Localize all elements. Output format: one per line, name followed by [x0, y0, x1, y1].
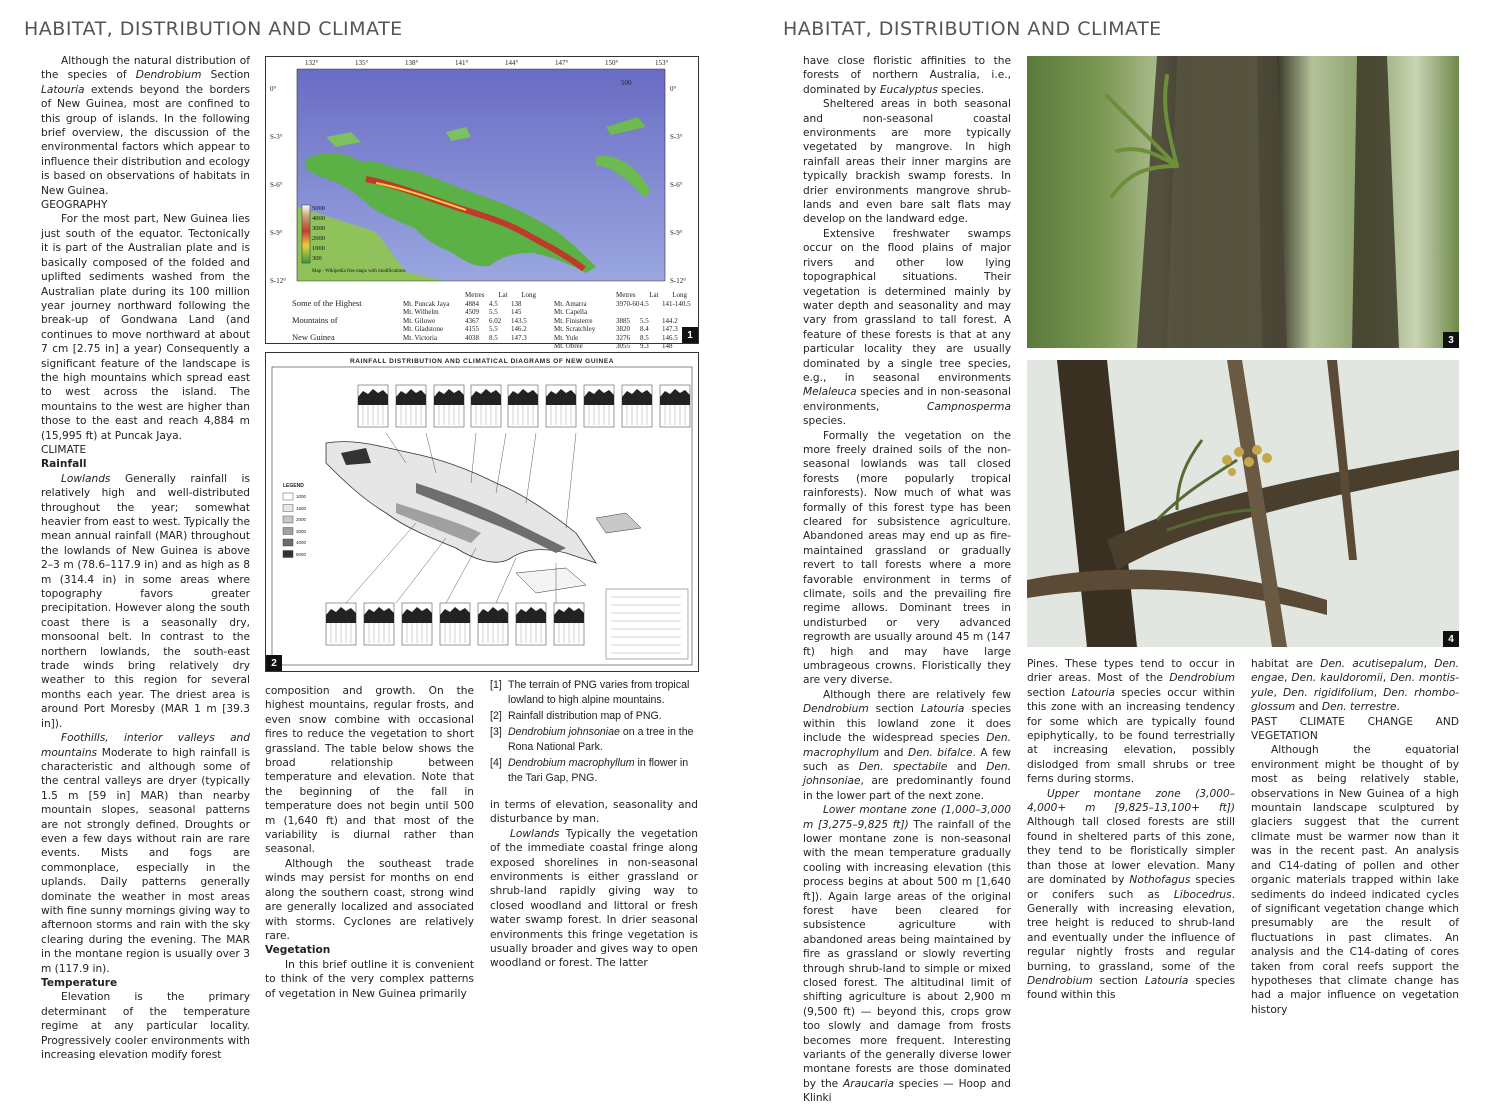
rainfall-legend-value: 4000 [296, 540, 307, 545]
peak-cell: Mt. Gladstone [403, 325, 444, 333]
peak-cell: 5.5 [489, 325, 498, 333]
geography-paragraph: For the most part, New Guinea lies just south of the equator. Tectonically it is part of the Australian plate and is basically composed of the folded and uplifted sediments washed from the Australian plate during its 100 million year journey northward following the break-up of Gondwana Land (and continues to move northward at about 7 cm [2.75 in] a year) Consequently a significant feature of the landscape is the high mountains which spread east to west across the island. The mountains to the west are higher than those to the east and reach 4,884 m (15,995 ft) at Puncak Jaya. [41, 213, 250, 442]
climate-heading: CLIMATE [41, 443, 87, 456]
woodland-paragraph-cont: have close floristic affinities to the forests of northern Australia, i.e., dominated by Eucalyptus species. [803, 55, 1011, 96]
latitude-label: 0° [270, 85, 277, 93]
elevation-legend-value: 5000 [312, 205, 325, 212]
lowlands-rainfall-paragraph: Lowlands Generally rainfall is relatively high and well-distributed throughout the year; somewhat heavier from east to west. Typically the mean annual rainfall (MAR) throughout the lowlands of New Guinea is above 2–3 m (78.6–117.9 in) and as high as 8 m (314.4 in) in some areas where topography favors greater precipitation. However along the south coast there is a seasonally dry, monsoonal belt. In contrast to the northern lowlands, the south-east trade winds bring relatively dry weather to this region for several months each year. The driest area is around Port Moresby (MAR 1 m [39.3 in]). [41, 472, 250, 730]
photo-dendrobium-johnsoniae [1027, 56, 1459, 348]
peak-cell: 8.4 [640, 325, 649, 333]
temperature-paragraph-cont: composition and growth. On the highest mountains, regular frosts, and even snow combine with occasional fires to reduce the vegetation to short grassland. The table below shows the broad relationship between temperature and elevation. Note that the beginning of the fall in temperature does not begin until 500 m (1,640 ft) and that most of the variability is diurnal rather than seasonal. [265, 685, 474, 856]
peak-cell: Mt. Capella [554, 308, 588, 316]
figure-2-number: 2 [266, 655, 282, 671]
vegetation-paragraph: In this brief outline it is convenient to think of the very complex patterns of vegetation in New Guinea primarily [265, 958, 474, 1000]
peak-row [403, 334, 541, 343]
rainfall-legend-values [296, 491, 336, 560]
climate-diagrams-top [358, 385, 690, 427]
rainfall-legend [283, 493, 293, 558]
peak-cell: Mt. Obree [554, 342, 583, 350]
longitude-labels [297, 59, 669, 69]
peak-row [403, 308, 541, 317]
elevation-legend-value: 3000 [312, 225, 325, 232]
peak-row [554, 342, 692, 351]
peak-cell: Mt. Yule [554, 333, 579, 342]
rainfall-legend-swatch [283, 505, 293, 512]
peak-cell: 4509 [465, 308, 479, 316]
peak-cell: 4367 [465, 316, 479, 325]
caption-2: [2] Rainfall distribution map of PNG. [490, 710, 662, 722]
elevation-legend-value: 300 [312, 255, 322, 262]
elevation-legend-value: 2000 [312, 235, 325, 242]
geography-heading: GEOGRAPHY [41, 199, 108, 212]
map-credit: Map - Wikipedia free maps with modifications [312, 269, 406, 274]
peak-cell: Mt. Wilhelm [403, 308, 439, 316]
figure-1-terrain-map [265, 56, 699, 350]
peak-cell [640, 308, 662, 317]
rainfall-legend-swatch [283, 551, 293, 558]
longitude-label: 138° [405, 59, 419, 67]
figure-2-rainfall-map [265, 352, 699, 672]
vegetation-heading: Vegetation [265, 944, 331, 957]
peak-cell: 143.5 [511, 316, 527, 325]
peak-cell: 5.5 [489, 308, 498, 316]
longitude-label: 132° [305, 59, 319, 67]
peaks-table-left [403, 291, 541, 342]
latitude-label: S-3° [670, 133, 683, 141]
rainfall-legend-swatch [283, 493, 293, 500]
peak-cell [662, 308, 692, 317]
elevation-legend-values [312, 204, 342, 264]
rainfall-legend-value: 1000 [296, 494, 307, 499]
peak-row [554, 334, 692, 343]
left-column-3 [490, 798, 698, 971]
peak-cell: 147.3 [511, 333, 527, 342]
rainfall-legend-title: LEGEND [283, 483, 304, 489]
peak-cell: 4884 [465, 299, 479, 308]
peak-cell: 9.3 [640, 342, 649, 350]
peaks-table-header: Metres Lat Long [465, 291, 537, 299]
figure-3-number: 3 [1443, 332, 1459, 348]
past-climate-heading: PAST CLIMATE CHANGE AND VEGETATION [1251, 715, 1459, 743]
peak-cell: 5.5 [640, 316, 649, 325]
peak-cell [616, 308, 640, 317]
temperature-paragraph: Elevation is the primary determinant of the temperature regime at any particular locality. Progressively cooler environments with increasing elevation modify forest [41, 991, 250, 1062]
photo-dendrobium-macrophyllum [1027, 360, 1459, 647]
figure-captions [490, 678, 698, 787]
foothills-paragraph: Foothills, interior valleys and mountains Moderate to high rainfall is characteristic and although some of the central valleys are dryer (typically 1.5 m [59 in] MAR) than nearby mountain slopes, seasonal patterns are not strongly defined. Droughts or even a few days without rain are rare events. Mists and fogs are commonplace, especially in the uplands. Daily patterns generally dominate the weather in most areas with fine sunny mornings giving way to afternoon storms and rain with the sky clearing during the evening. The MAR in the montane region is usually over 3 m (117.9 in). [41, 732, 250, 975]
longitude-label: 141° [455, 59, 469, 67]
caption-1: [1] The terrain of PNG varies from tropical lowland to high alpine mountains. [490, 679, 690, 706]
peak-row [554, 325, 692, 334]
left-column-2 [265, 684, 474, 1001]
rainfall-legend-swatch [283, 539, 293, 546]
right-column-1 [803, 54, 1011, 1106]
intro-paragraph: Although the natural distribution of the species of Dendrobium Section Latouria extends beyond the borders of New Guinea, most are confined to this group of islands. In the following brief overview, the discussion of the environmental factors which appear to influence their distribution and ecology is based on observations of habitats in New Guinea. [41, 55, 251, 197]
caption-3: [3] Dendrobium johnsoniae on a tree in the Rona National Park. [490, 726, 694, 753]
figure-4-number: 4 [1443, 631, 1459, 647]
upper-montane-paragraph: Upper montane zone (3,000–4,000+ m [9,825–13,100+ ft]) Although tall closed forests are still found in sheltered parts of this zone, they tend to be floristically simpler than those at lower elevation. Many are dominated by Nothofagus species or conifers such as Libocedrus. Generally with increasing elevation, tree height is reduced to shrub-land and eventually under the influence of regular nightly frosts and regular burning, to grassland, some of the Dendrobium section Latouria species found within this [1027, 787, 1235, 1002]
peaks-table-right [554, 291, 692, 351]
latitude-labels-right [666, 69, 697, 285]
latitude-labels [266, 69, 297, 285]
habitat-species-paragraph: habitat are Den. acutisepalum, Den. engae, Den. kauldoromii, Den. montis-yule, Den. rigidifolium, Den. rhomboglossum and Den. terrestre. [1251, 658, 1460, 714]
peak-cell: Mt. Amarra [554, 299, 587, 308]
latitude-label: 0° [670, 85, 677, 93]
left-page-header: HABITAT, DISTRIBUTION AND CLIMATE [24, 18, 403, 40]
latitude-label: S-6° [270, 181, 283, 189]
latitude-label: S-3° [270, 133, 283, 141]
peak-row [554, 317, 692, 326]
longitude-label: 150° [605, 59, 619, 67]
peak-cell: 4.5 [489, 299, 498, 308]
peak-cell: 4155 [465, 325, 479, 333]
left-column-1 [41, 54, 250, 1062]
peak-cell: 4038 [465, 333, 479, 342]
peak-cell: 3970-60 [616, 299, 640, 308]
rainfall-legend-value: 3000 [296, 528, 307, 534]
longitude-label: 135° [355, 59, 369, 67]
peak-cell: 3885 [616, 316, 630, 325]
peak-cell: 6.02 [489, 316, 502, 325]
climate-diagrams-bottom [326, 603, 584, 645]
trade-winds-paragraph: Although the southeast trade winds may persist for months on end along the southern coast, strong wind are generally localized and associated with storms. Cyclones are relatively rare. [265, 857, 474, 942]
figure-1-number: 1 [682, 327, 698, 343]
peak-cell: 144.2 [662, 316, 678, 325]
peak-cell: 3055 [616, 342, 630, 350]
peak-cell: 4.5 [640, 299, 649, 308]
map-scale: 500 [621, 79, 632, 87]
swamp-paragraph: Extensive freshwater swamps occur on the flood plains of major rivers and other low lying topographical situations. Their vegetation is determined mainly by water depth and seasonality and may vary from grassland to tall forest. A feature of these forests is that at any particular locality they are usually dominated by a single tree species, e.g., in seasonal environments Melaleuca species and in non-seasonal environments, Campnosperma species. [803, 227, 1011, 428]
peak-cell: 146.5 [662, 333, 678, 342]
peak-row [403, 300, 541, 309]
rainfall-legend-swatch [283, 528, 293, 535]
longitude-label: 147° [555, 59, 569, 67]
caption-4: [4] Dendrobium macrophyllum in flower in the Tari Gap, PNG. [490, 757, 689, 784]
peak-cell: Mt. Puncak Jaya [403, 299, 450, 308]
vegetation-paragraph-cont: in terms of elevation, seasonality and disturbance by man. [490, 799, 698, 826]
peak-row [554, 300, 692, 309]
peaks-table-title: Some of the Highest Mountains of New Guinea [292, 298, 362, 342]
mangrove-paragraph: Sheltered areas in both seasonal and non-seasonal coastal environments are more typically vegetated by mangrove. In high rainfall areas their inner margins are typically brackish swamp forests. In drier environments mangrove shrub-lands and even bare salt flats may develop on the landward edge. [803, 98, 1011, 226]
peak-cell: 3276 [616, 333, 630, 342]
latitude-label: S-9° [270, 229, 283, 237]
peak-cell: 141-140.5 [662, 299, 691, 308]
peak-row [403, 317, 541, 326]
latitude-label: S-12° [670, 277, 687, 285]
right-page-header: HABITAT, DISTRIBUTION AND CLIMATE [783, 18, 1162, 40]
past-climate-paragraph: Although the equatorial environment might be thought of by most as being relatively stable, observations in New Guinea of a high mountain landscape sculptured by glaciers suggest that the current climate must be warmer now than it was in the recent past. An analysis and C14-dating of pollen and other organic materials trapped within lake sediments do indeed indicated cycles of significant vegetation change which presumably are the result of fluctuations in past climates. An analysis and the C14-dating of cores taken from coral reefs support the hypotheses that climate change has had a major influence on vegetation history [1251, 744, 1459, 1016]
peak-row [403, 325, 541, 334]
peak-cell: Mt. Giluwe [403, 316, 436, 325]
peak-row [554, 308, 692, 317]
rainfall-legend-swatch [283, 516, 293, 523]
peaks-table-header: Metres Lat Long [616, 291, 688, 299]
peak-cell: Mt. Finisterre [554, 316, 593, 325]
latouria-lowland-paragraph: Although there are relatively few Dendrobium section Latouria species within this lowland zone it does include the widespread species Den. macrophyllum and Den. bifalce. A few such as Den. spectabile and Den. johnsoniae, are predominantly found in the lower part of the next zone. [803, 688, 1011, 802]
peak-cell: 148 [662, 342, 673, 350]
peak-cell: 146.2 [511, 325, 527, 333]
pines-paragraph-cont: Pines. These types tend to occur in drier areas. Most of the Dendrobium section Latouria species occur within this zone with an increasing tendency for some which are typically found epiphytically, to be found terrestrially at increasing elevation, possibly dislodged from small shrubs or tree ferns during storms. [1027, 658, 1235, 786]
rainfall-heading: Rainfall [41, 458, 87, 471]
elevation-legend-bar [302, 205, 310, 263]
peak-cell: 3820 [616, 325, 630, 333]
latitude-label: S-12° [270, 277, 287, 285]
peak-cell: 138 [511, 299, 522, 308]
rainforest-paragraph: Formally the vegetation on the more freely drained soils of the non-seasonal lowlands was tall closed forests (more popularly tropical rainforests). Now much of what was formally of this forest type has been cleared for subsistence agriculture. Abandoned areas may end up as fire-maintained grassland or gradually revert to tall forests where a more favorable environment in terms of climate, soils and the prevailing fire regime allows. Dominant trees in undisturbed or very advanced regrowth are usually around 45 m (147 ft) high and may have large umbrageous crowns. Floristically they are very diverse. [803, 429, 1011, 687]
peak-cell: 147.3 [662, 325, 678, 333]
elevation-legend-value: 4000 [312, 215, 325, 222]
peak-cell: 8.5 [640, 333, 649, 342]
elevation-legend-value: 1000 [312, 245, 325, 252]
lower-montane-paragraph: Lower montane zone (1,000–3,000 m [3,275–9,825 ft]) The rainfall of the lower montane zone is non-seasonal with the mean temperature gradually cooling with increasing elevation (this process begins at about 500 m [1,640 ft]). Again large areas of the original forest have been cleared for subsistence agriculture with abandoned areas being maintained by fire as grassland or slowly reverting through shrub-land to simple or mixed closed forest. The altitudinal limit of shifting agriculture is about 2,900 m (9,500 ft) — beyond this, crops grow too slowly and damage from frosts becomes more frequent. Interesting variants of the generally diverse lower montane forests are those dominated by the Araucaria species — Hoop and Klinki [803, 804, 1011, 1105]
peak-cell: 8.5 [489, 333, 498, 342]
temperature-heading: Temperature [41, 977, 118, 989]
rainfall-legend-value: 1500 [296, 505, 307, 511]
peak-cell: Mt. Scratchley [554, 325, 596, 333]
peak-cell: Mt. Victoria [403, 333, 438, 342]
right-column-3 [1251, 657, 1459, 1017]
longitude-label: 153° [655, 59, 669, 67]
rainfall-legend-value: 2000 [296, 517, 307, 522]
rainfall-legend-value: 5000 [296, 551, 307, 557]
peak-cell: 145 [511, 308, 522, 316]
longitude-label: 144° [505, 59, 519, 67]
latitude-label: S-6° [670, 181, 683, 189]
rainfall-map-title: RAINFALL DISTRIBUTION AND CLIMATICAL DIAGRAMS OF NEW GUINEA [349, 358, 615, 365]
lowlands-vegetation-paragraph: Lowlands Typically the vegetation of the immediate coastal fringe along exposed shorelines in non-seasonal environments is either grassland or shrub-land rapidly giving way to closed woodland and littoral or fresh water swamp forest. In drier seasonal environments this fringe vegetation is usually broader and gives way to open woodland or forest. The latter [490, 827, 698, 970]
latitude-label: S-9° [670, 229, 683, 237]
right-column-2 [1027, 657, 1235, 1003]
